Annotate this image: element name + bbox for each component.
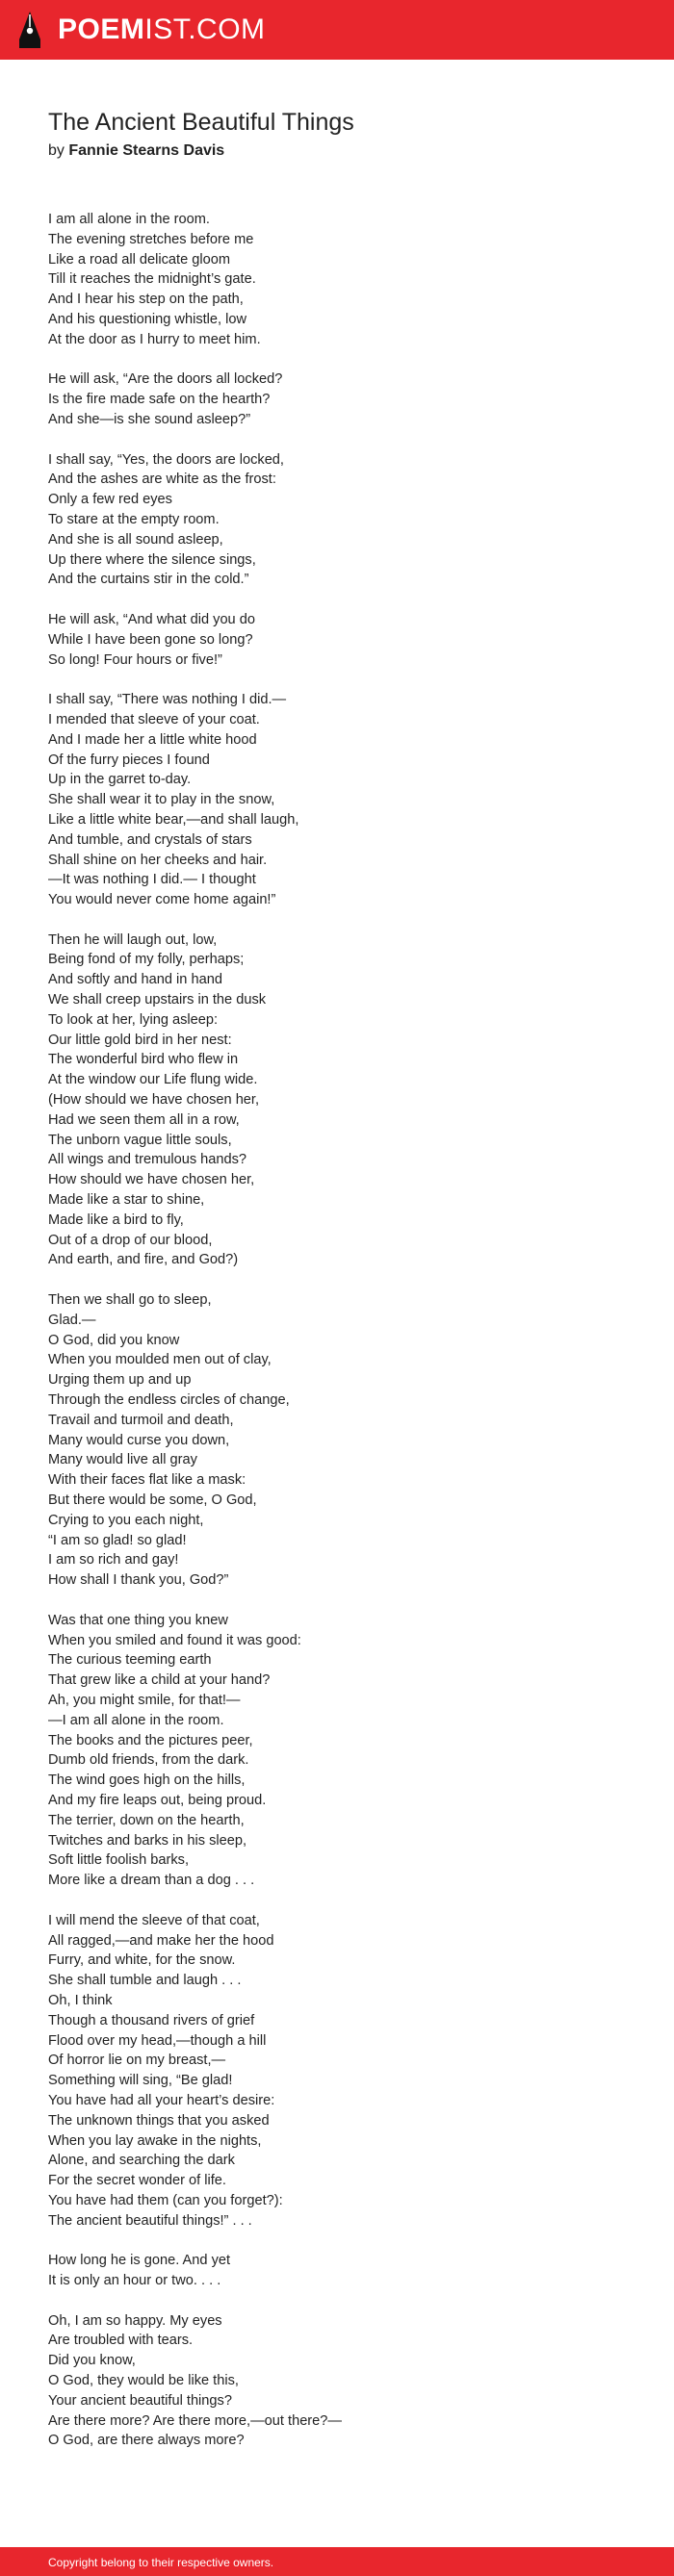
- stanza-break: [48, 350, 626, 370]
- poem-line: Our little gold bird in her nest:: [48, 1032, 232, 1048]
- stanza-break: [48, 430, 626, 450]
- poem-line: The curious teeming earth: [48, 1652, 212, 1669]
- poem-line: I am so rich and gay!: [48, 1552, 179, 1569]
- poem-line: For the secret wonder of life.: [48, 2173, 226, 2189]
- poem-title: The Ancient Beautiful Things: [48, 109, 354, 136]
- poem-line: At the door as I hurry to meet him.: [48, 331, 261, 347]
- byline: [48, 142, 224, 160]
- poem-line: Being fond of my folly, perhaps;: [48, 952, 245, 968]
- poem-line: That grew like a child at your hand?: [48, 1672, 271, 1689]
- poem-line: Are troubled with tears.: [48, 2333, 194, 2349]
- poem-line: When you moulded men out of clay,: [48, 1352, 272, 1368]
- poem-line: Dumb old friends, from the dark.: [48, 1752, 249, 1769]
- poem-line: Till it reaches the midnight’s gate.: [48, 271, 256, 288]
- poem-line: And tumble, and crystals of stars: [48, 831, 252, 848]
- poem-line: Shall shine on her cheeks and hair.: [48, 852, 268, 868]
- poem-line: Flood over my head,—though a hill: [48, 2032, 267, 2049]
- stanza-break: [48, 1270, 626, 1290]
- poem-line: When you smiled and found it was good:: [48, 1632, 301, 1648]
- stanza-break: [48, 2291, 626, 2311]
- poem-line: Furry, and white, for the snow.: [48, 1952, 236, 1969]
- poem-line: Oh, I think: [48, 1992, 113, 2008]
- site-header: [0, 0, 674, 60]
- poem-line: And I made her a little white hood: [48, 731, 257, 748]
- poem-line: Your ancient beautiful things?: [48, 2392, 232, 2409]
- poem-line: The books and the pictures peer,: [48, 1732, 253, 1748]
- stanza-break: [48, 670, 626, 690]
- poem-line: It is only an hour or two. . . .: [48, 2273, 221, 2289]
- poem-line: Crying to you each night,: [48, 1512, 204, 1528]
- stanza-break: [48, 2231, 626, 2251]
- poem-line: And softly and hand in hand: [48, 972, 222, 988]
- poem-line: Did you know,: [48, 2353, 136, 2369]
- poem-line: So long! Four hours or five!”: [48, 651, 222, 668]
- poem-line: And I hear his step on the path,: [48, 292, 244, 308]
- poem-line: She shall wear it to play in the snow,: [48, 792, 275, 808]
- poem-line: When you lay awake in the nights,: [48, 2132, 262, 2149]
- poem-line: Then he will laugh out, low,: [48, 931, 218, 948]
- brand-name: [58, 15, 266, 44]
- poem-line: Something will sing, “Be glad!: [48, 2073, 233, 2089]
- poem-line: Though a thousand rivers of grief: [48, 2012, 255, 2028]
- poem-line: You have had all your heart’s desire:: [48, 2092, 275, 2108]
- pen-nib-icon: [17, 11, 42, 49]
- poem-line: I mended that sleeve of your coat.: [48, 711, 260, 727]
- poem-line: Only a few red eyes: [48, 492, 172, 508]
- poem-line: Like a road all delicate gloom: [48, 251, 231, 268]
- poem-line: Out of a drop of our blood,: [48, 1232, 213, 1248]
- poem-line: But there would be some, O God,: [48, 1492, 257, 1508]
- poem-line: The unknown things that you asked: [48, 2112, 270, 2129]
- poem-line: Then we shall go to sleep,: [48, 1292, 212, 1309]
- poem-line: He will ask, “And what did you do: [48, 611, 255, 627]
- stanza-break: [48, 910, 626, 931]
- poem-line: Urging them up and up: [48, 1372, 192, 1389]
- poem-line: And the ashes are white as the frost:: [48, 472, 276, 488]
- site-logo[interactable]: [17, 10, 266, 50]
- poem-line: Travail and turmoil and death,: [48, 1412, 234, 1428]
- poem-line: Many would curse you down,: [48, 1432, 230, 1448]
- poem-line: And the curtains stir in the cold.”: [48, 572, 249, 588]
- copyright-notice: Copyright belong to their respective owners.: [48, 2556, 274, 2569]
- poem-line: To stare at the empty room.: [48, 511, 220, 527]
- poem-line: More like a dream than a dog . . .: [48, 1873, 255, 1889]
- poem-line: The terrier, down on the hearth,: [48, 1812, 245, 1828]
- poem-line: All wings and tremulous hands?: [48, 1152, 247, 1168]
- poem-line: And she—is she sound asleep?”: [48, 411, 251, 427]
- poem-line: O God, are there always more?: [48, 2433, 245, 2449]
- poem-line: —I am all alone in the room.: [48, 1712, 224, 1728]
- stanza-break: [48, 590, 626, 610]
- by-label: by: [48, 142, 65, 159]
- poem-line: —It was nothing I did.— I thought: [48, 872, 256, 888]
- poem-line: Ah, you might smile, for that!—: [48, 1692, 241, 1708]
- poem-line: Of horror lie on my breast,—: [48, 2053, 226, 2069]
- stanza-break: [48, 1891, 626, 1911]
- poem-line: And his questioning whistle, low: [48, 311, 247, 327]
- poem-line: The evening stretches before me: [48, 231, 254, 247]
- poem-line: Is the fire made safe on the hearth?: [48, 392, 271, 408]
- poem-line: You would never come home again!”: [48, 892, 276, 908]
- poem-line: Of the furry pieces I found: [48, 752, 210, 768]
- poem-line: Made like a star to shine,: [48, 1192, 205, 1209]
- poem-line: Alone, and searching the dark: [48, 2153, 235, 2169]
- poem-line: The wind goes high on the hills,: [48, 1773, 246, 1789]
- poem-line: The ancient beautiful things!” . . .: [48, 2212, 252, 2229]
- poem-line: The wonderful bird who flew in: [48, 1052, 239, 1068]
- poem-line: Glad.—: [48, 1312, 96, 1328]
- poem-body: [48, 210, 626, 2451]
- poem-line: We shall creep upstairs in the dusk: [48, 992, 267, 1008]
- poem-line: How should we have chosen her,: [48, 1172, 255, 1188]
- poem-line: “I am so glad! so glad!: [48, 1532, 187, 1548]
- poem-line: I will mend the sleeve of that coat,: [48, 1912, 260, 1928]
- poem-line: I shall say, “There was nothing I did.—: [48, 692, 287, 708]
- poem-line: Up in the garret to-day.: [48, 772, 192, 788]
- poem-line: Are there more? Are there more,—out there?—: [48, 2412, 342, 2429]
- poem-line: Was that one thing you knew: [48, 1612, 228, 1628]
- poem-line: Like a little white bear,—and shall laugh,: [48, 811, 299, 828]
- poem-line: Up there where the silence sings,: [48, 551, 256, 568]
- poem-line: The unborn vague little souls,: [48, 1132, 232, 1148]
- poem-line: Twitches and barks in his sleep,: [48, 1832, 247, 1849]
- poem-line: Made like a bird to fly,: [48, 1211, 184, 1228]
- poem-line: At the window our Life flung wide.: [48, 1072, 258, 1088]
- brand-light: IST.COM: [144, 13, 266, 45]
- poem-line: And she is all sound asleep,: [48, 531, 223, 548]
- poem-line: O God, did you know: [48, 1332, 180, 1348]
- poem-line: How long he is gone. And yet: [48, 2253, 231, 2269]
- poem-line: And my fire leaps out, being proud.: [48, 1792, 267, 1808]
- brand-strong: POEM: [58, 13, 145, 45]
- poem-line: Oh, I am so happy. My eyes: [48, 2312, 222, 2329]
- poem-line: I am all alone in the room.: [48, 212, 210, 227]
- site-footer: [0, 2547, 674, 2576]
- poem-line: She shall tumble and laugh . . .: [48, 1973, 242, 1989]
- poem-line: Through the endless circles of change,: [48, 1392, 290, 1409]
- poem-line: You have had them (can you forget?):: [48, 2192, 283, 2208]
- poem-line: Had we seen them all in a row,: [48, 1111, 240, 1128]
- poem-line: (How should we have chosen her,: [48, 1092, 260, 1109]
- poem-line: While I have been gone so long?: [48, 631, 253, 648]
- poem-line: How shall I thank you, God?”: [48, 1572, 229, 1589]
- poem-line: And earth, and fire, and God?): [48, 1252, 239, 1268]
- poem-line: O God, they would be like this,: [48, 2373, 239, 2389]
- poem-line: To look at her, lying asleep:: [48, 1011, 219, 1028]
- poem-line: He will ask, “Are the doors all locked?: [48, 371, 283, 388]
- poem-line: Many would live all gray: [48, 1452, 197, 1468]
- poem-line: With their faces flat like a mask:: [48, 1472, 246, 1489]
- author-link[interactable]: Fannie Stearns Davis: [68, 142, 225, 159]
- poem-line: Soft little foolish barks,: [48, 1852, 190, 1869]
- poem-line: I shall say, “Yes, the doors are locked,: [48, 451, 284, 468]
- poem-line: All ragged,—and make her the hood: [48, 1932, 274, 1949]
- stanza-break: [48, 1591, 626, 1611]
